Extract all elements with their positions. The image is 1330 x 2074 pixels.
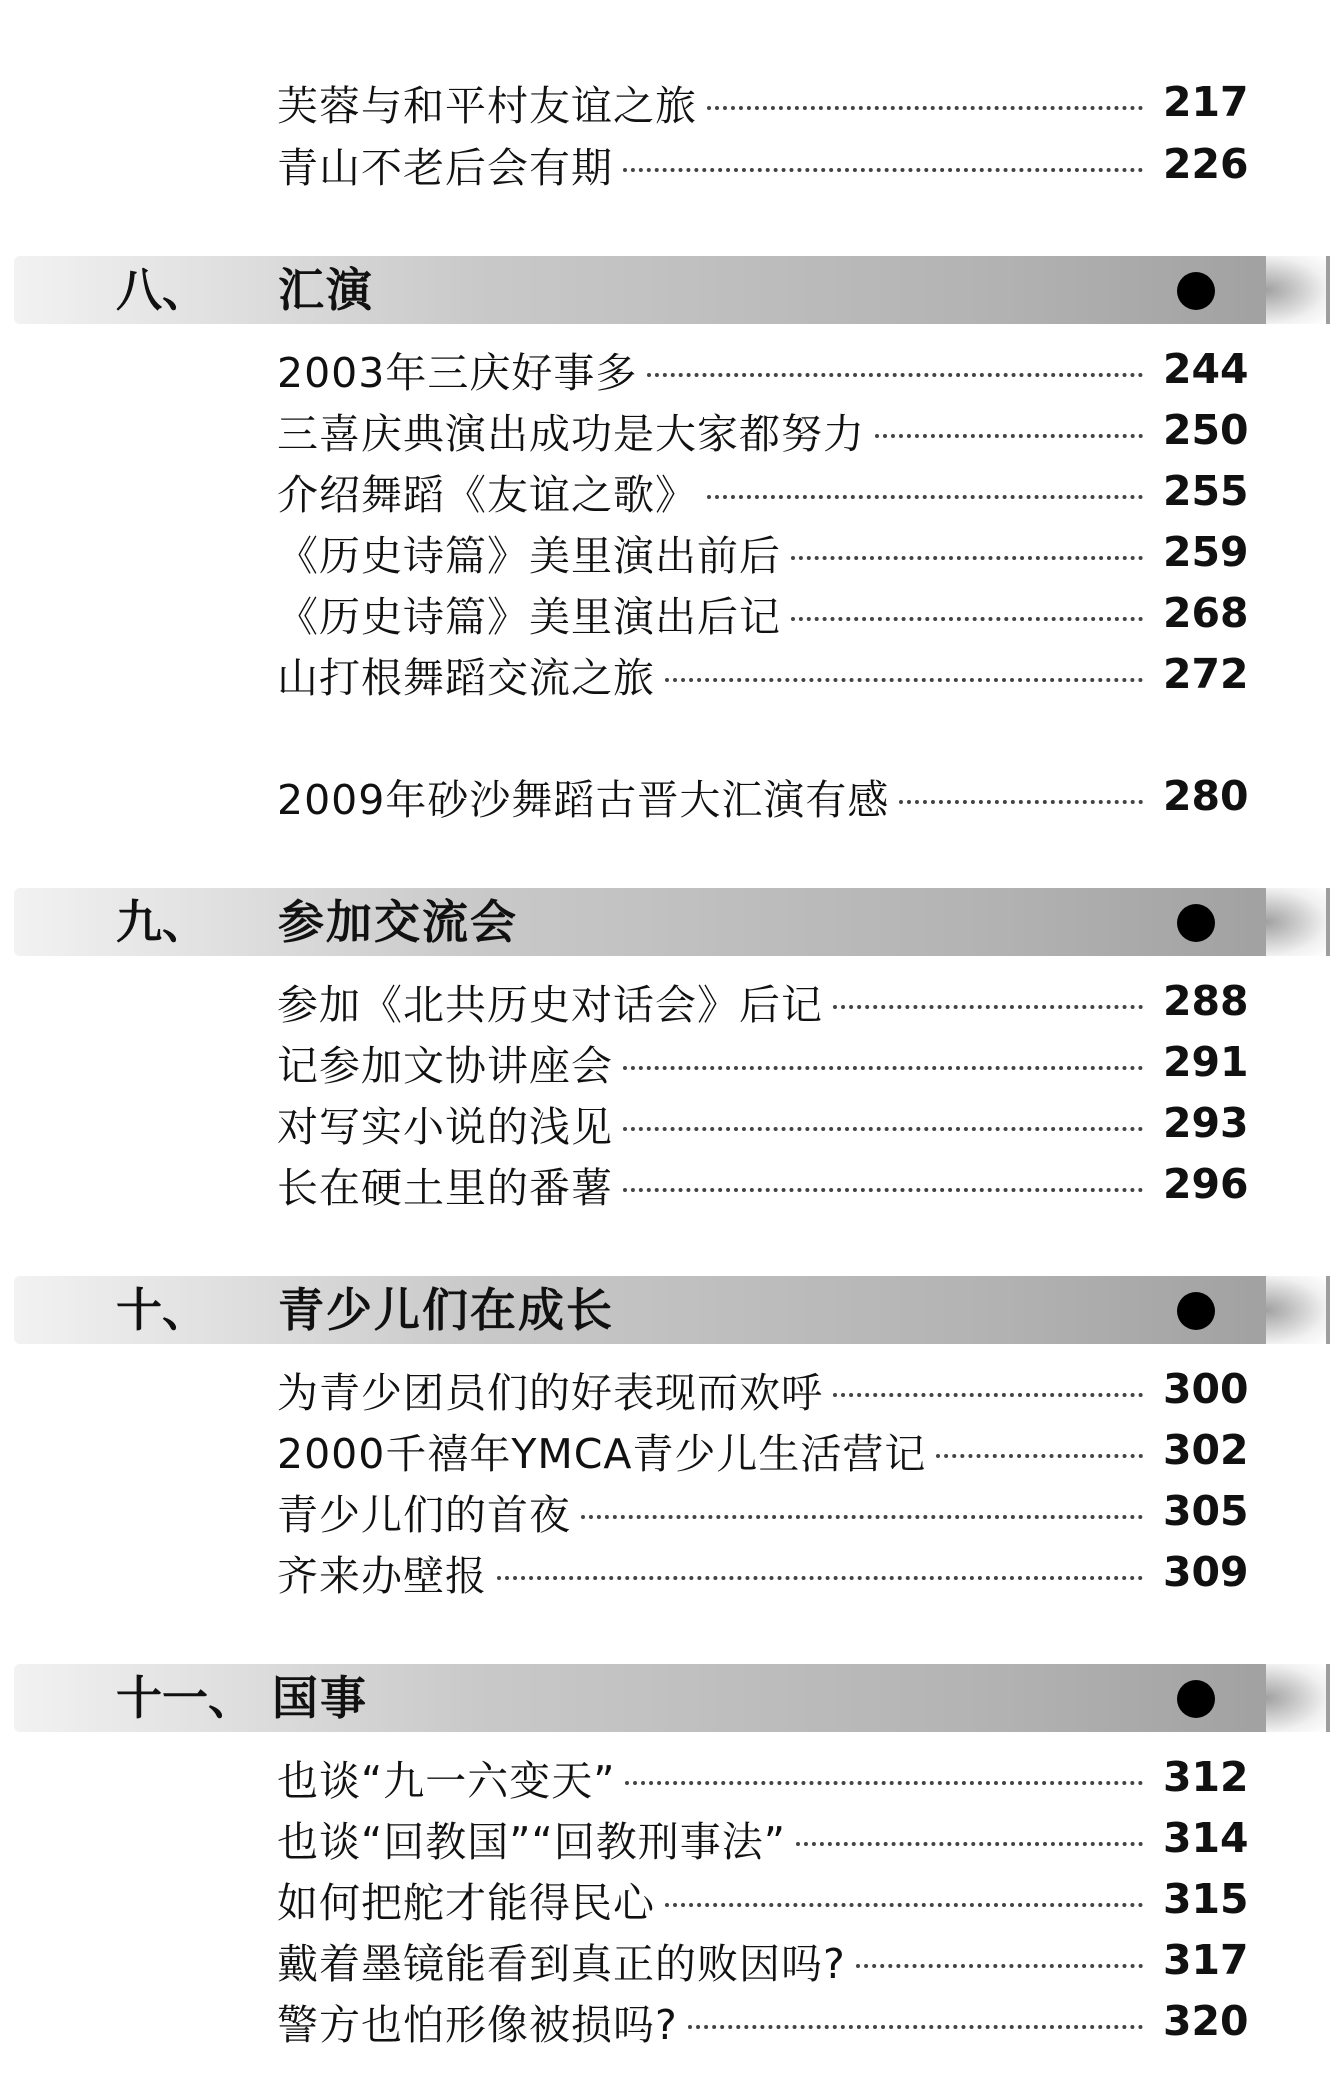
dot-leader (581, 1515, 1143, 1519)
dot-leader (899, 800, 1143, 804)
toc-entry (277, 972, 1249, 1030)
entry-page-number: 217 (1163, 78, 1249, 126)
entry-page-number: 259 (1163, 528, 1249, 576)
entry-title: 齐来办壁报 (277, 1551, 487, 1600)
entry-page-number: 272 (1163, 650, 1249, 698)
entry-title: 如何把舵才能得民心 (277, 1878, 655, 1927)
entry-title: 山打根舞蹈交流之旅 (277, 653, 655, 702)
dot-leader (791, 556, 1143, 560)
section-header (0, 250, 1330, 332)
dot-leader (665, 678, 1143, 682)
toc-entry (277, 73, 1249, 131)
toc-entry (277, 401, 1249, 459)
entry-title: 《历史诗篇》美里演出前后 (277, 531, 781, 580)
toc-entry (277, 340, 1249, 398)
dot-leader (665, 1903, 1143, 1907)
section-header (0, 1658, 1330, 1740)
dot-leader (707, 495, 1143, 499)
entry-title: 戴着墨镜能看到真正的败因吗? (277, 1939, 846, 1988)
entry-title: 青少儿们的首夜 (277, 1490, 571, 1539)
entry-title: 《历史诗篇》美里演出后记 (277, 592, 781, 641)
entry-page-number: 314 (1163, 1814, 1249, 1862)
dot-leader (796, 1842, 1143, 1846)
entry-page-number: 293 (1163, 1099, 1249, 1147)
entry-page-number: 317 (1163, 1936, 1249, 1984)
entry-title: 参加《北共历史对话会》后记 (277, 980, 823, 1029)
dot-leader (623, 1066, 1143, 1070)
toc-entry (277, 1482, 1249, 1540)
entry-page-number: 244 (1163, 345, 1249, 393)
entry-title: 也谈“回教国”“回教刑事法” (277, 1817, 786, 1866)
toc-entry (277, 1748, 1249, 1806)
entry-page-number: 300 (1163, 1365, 1249, 1413)
dot-leader (936, 1454, 1143, 1458)
entry-title: 长在硬土里的番薯 (277, 1163, 613, 1212)
toc-entry (277, 523, 1249, 581)
entry-page-number: 315 (1163, 1875, 1249, 1923)
toc-entry (277, 1155, 1249, 1213)
dot-leader (623, 1188, 1143, 1192)
entry-page-number: 268 (1163, 589, 1249, 637)
entry-title: 2000千禧年YMCA青少儿生活营记 (277, 1429, 927, 1478)
entry-page-number: 280 (1163, 772, 1249, 820)
entry-page-number: 312 (1163, 1753, 1249, 1801)
section-title: 国事 (272, 1671, 368, 1725)
toc-entry (277, 1870, 1249, 1928)
entry-page-number: 305 (1163, 1487, 1249, 1535)
toc-entry (277, 1094, 1249, 1152)
entry-title: 2003年三庆好事多 (277, 348, 638, 397)
toc-entry (277, 1033, 1249, 1091)
toc-entry (277, 1360, 1249, 1418)
entry-page-number: 296 (1163, 1160, 1249, 1208)
dot-leader (623, 1127, 1143, 1131)
section-number: 十一、 (116, 1671, 254, 1725)
toc-entry (277, 135, 1249, 193)
entry-title: 三喜庆典演出成功是大家都努力 (277, 409, 865, 458)
entry-title: 为青少团员们的好表现而欢呼 (277, 1368, 823, 1417)
section-header-bar (14, 1276, 1330, 1344)
dot-leader (856, 1964, 1143, 1968)
toc-entry (277, 1543, 1249, 1601)
section-header (0, 882, 1330, 964)
entry-title: 芙蓉与和平村友谊之旅 (277, 81, 697, 130)
section-title: 汇演 (278, 263, 374, 317)
toc-entry (277, 1931, 1249, 1989)
dot-leader (625, 1781, 1143, 1785)
section-number: 十、 (116, 1283, 208, 1337)
toc-entry (277, 645, 1249, 703)
entry-page-number: 320 (1163, 1997, 1249, 2045)
entry-title: 介绍舞蹈《友谊之歌》 (277, 470, 697, 519)
section-title: 参加交流会 (278, 895, 518, 949)
bullet-dot-icon (1177, 1292, 1215, 1330)
entry-page-number: 250 (1163, 406, 1249, 454)
bullet-dot-icon (1177, 1680, 1215, 1718)
entry-title: 警方也怕形像被损吗? (277, 2000, 678, 2049)
section-header-bar (14, 256, 1330, 324)
entry-title: 青山不老后会有期 (277, 143, 613, 192)
entry-page-number: 288 (1163, 977, 1249, 1025)
toc-entry (277, 1421, 1249, 1479)
dot-leader (791, 617, 1143, 621)
dot-leader (688, 2025, 1143, 2029)
entry-title: 对写实小说的浅见 (277, 1102, 613, 1151)
entry-title: 2009年砂沙舞蹈古晋大汇演有感 (277, 775, 890, 824)
toc-entry (277, 767, 1249, 825)
dot-leader (833, 1005, 1143, 1009)
section-title: 青少儿们在成长 (278, 1283, 614, 1337)
entry-page-number: 226 (1163, 140, 1249, 188)
toc-entry (277, 584, 1249, 642)
entry-title: 记参加文协讲座会 (277, 1041, 613, 1090)
entry-page-number: 291 (1163, 1038, 1249, 1086)
dot-leader (833, 1393, 1143, 1397)
section-number: 九、 (116, 895, 208, 949)
bullet-dot-icon (1177, 272, 1215, 310)
entry-page-number: 302 (1163, 1426, 1249, 1474)
toc-entry (277, 1809, 1249, 1867)
dot-leader (875, 434, 1143, 438)
dot-leader (497, 1576, 1143, 1580)
entry-page-number: 309 (1163, 1548, 1249, 1596)
dot-leader (707, 106, 1143, 110)
toc-entry (277, 1992, 1249, 2050)
toc-entry (277, 462, 1249, 520)
entry-page-number: 255 (1163, 467, 1249, 515)
bullet-dot-icon (1177, 904, 1215, 942)
dot-leader (623, 168, 1143, 172)
dot-leader (647, 373, 1143, 377)
section-header (0, 1270, 1330, 1352)
entry-title: 也谈“九一六变天” (277, 1756, 616, 1805)
section-header-bar (14, 888, 1330, 956)
section-number: 八、 (116, 263, 208, 317)
